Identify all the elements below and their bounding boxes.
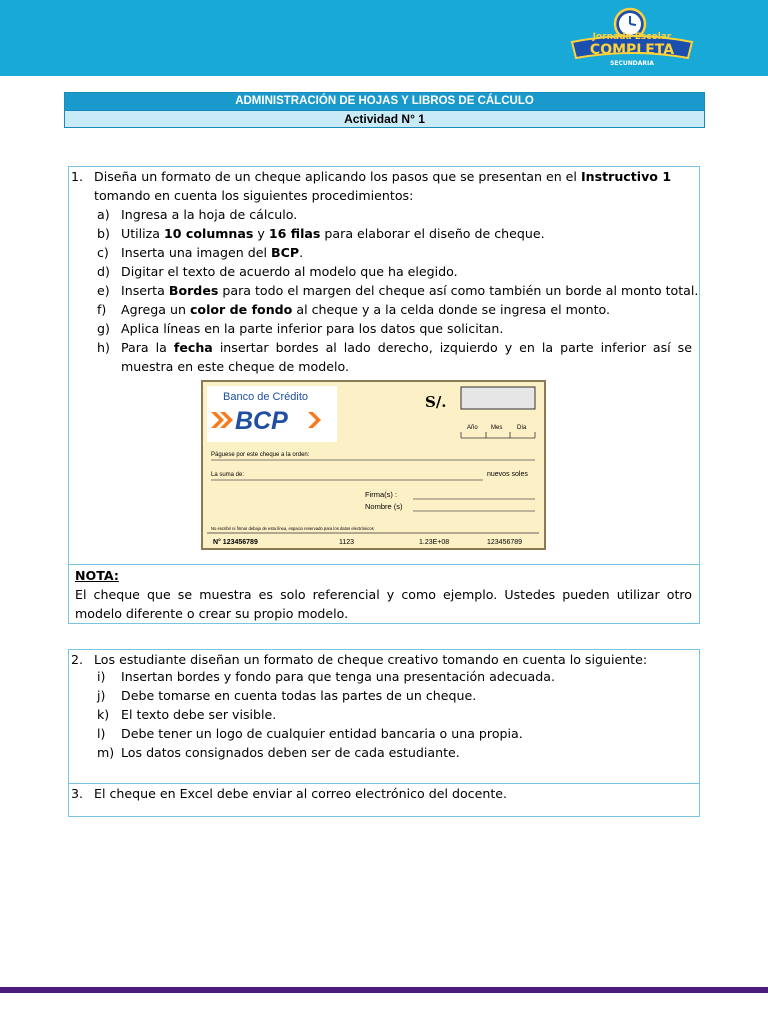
step-a: a) Ingresa a la hoja de cálculo. [97, 207, 298, 222]
item-i: i) Insertan bordes y fondo para que tenga una presentación adecuada. [97, 669, 555, 684]
date-month-label: Mes [491, 425, 503, 431]
cheque-image [201, 380, 546, 550]
activity-2-intro: 2. Los estudiante diseñan un formato de cheque creativo tomando en cuenta lo siguiente: [71, 652, 648, 667]
signature-label: Firma(s) : [365, 490, 398, 499]
activity-3: 3. El cheque en Excel debe enviar al correo electrónico del docente. [71, 786, 508, 801]
micr-amount: 1.23E+08 [419, 539, 450, 546]
item-k: k) El texto debe ser visible. [97, 707, 277, 722]
step-d: d) Digitar el texto de acuerdo al modelo que ha elegido. [97, 264, 458, 279]
pay-to-label: Páguese por este cheque a la orden: [211, 452, 310, 458]
jornada-escolar-logo [566, 6, 698, 68]
footer-band [0, 987, 768, 993]
activity-1-intro-bold: Instructivo 1 [580, 169, 672, 184]
amount-box [461, 387, 535, 409]
svg-text:COMPLETA: COMPLETA [589, 42, 675, 58]
bank-name: Banco de Crédito [223, 391, 308, 403]
item-l: l) Debe tener un logo de cualquier entidad bancaria o una propia. [97, 726, 523, 741]
step-e: e) Inserta Bordes para todo el margen del cheque así como también un borde al monto total. [97, 283, 699, 298]
item-j: j) Debe tomarse en cuenta todas las partes de un cheque. [97, 688, 477, 703]
note-divider [69, 564, 699, 565]
date-day-label: Día [517, 425, 527, 431]
title-table [64, 92, 705, 128]
micr-account: 123456789 [487, 539, 523, 546]
date-year-label: Año [467, 425, 478, 431]
note-text: El cheque que se muestra es solo referencial y como ejemplo. Ustedes pueden utilizar otro modelo diferente o crear su propio modelo. [75, 587, 692, 621]
currency-label: S/. [425, 393, 447, 411]
cheque-disclaimer: No escribir ni firmar debajo de esta línea, espacio reservado para los datos electrónicos [211, 526, 374, 531]
sum-label: La suma de: [211, 472, 245, 478]
activity-1-box [68, 166, 700, 624]
step-f: f) Agrega un color de fondo al cheque y a la celda donde se ingresa el monto. [97, 302, 611, 317]
step-b: b) Utiliza 10 columnas y 16 filas para elaborar el diseño de cheque. [97, 226, 545, 241]
step-c: c) Inserta una imagen del BCP. [97, 245, 304, 260]
micr-number: N° 123456789 [213, 539, 258, 546]
micr-code: 1123 [339, 539, 355, 546]
item-m: m) Los datos consignados deben ser de cada estudiante. [97, 745, 460, 760]
document-title: ADMINISTRACIÓN DE HOJAS Y LIBROS DE CÁLCULO [65, 93, 704, 110]
sum-suffix: nuevos soles [487, 471, 528, 478]
activity-1-number: 1. [71, 169, 84, 184]
name-label: Nombre (s) [365, 502, 403, 511]
activity-1-intro-text: Diseña un formato de un cheque aplicando los pasos que se presentan en el [94, 169, 581, 184]
bcp-logo-text: BCP [235, 407, 288, 435]
svg-text:SECUNDARIA: SECUNDARIA [610, 60, 654, 67]
activity-title: Actividad N° 1 [65, 110, 704, 127]
activity-1-intro-continuation: tomando en cuenta los siguientes procedimientos: [94, 188, 414, 203]
svg-text:Jornada Escolar: Jornada Escolar [592, 32, 672, 42]
step-g: g) Aplica líneas en la parte inferior para los datos que solicitan. [97, 321, 504, 336]
step-h: h) Para la fecha insertar bordes al lado derecho, izquierdo y en la parte inferior así se muestra en este cheque de modelo. [97, 340, 692, 374]
note-label: NOTA: [75, 568, 119, 583]
activity-2-box [68, 649, 700, 817]
activity-1-intro [71, 167, 692, 205]
